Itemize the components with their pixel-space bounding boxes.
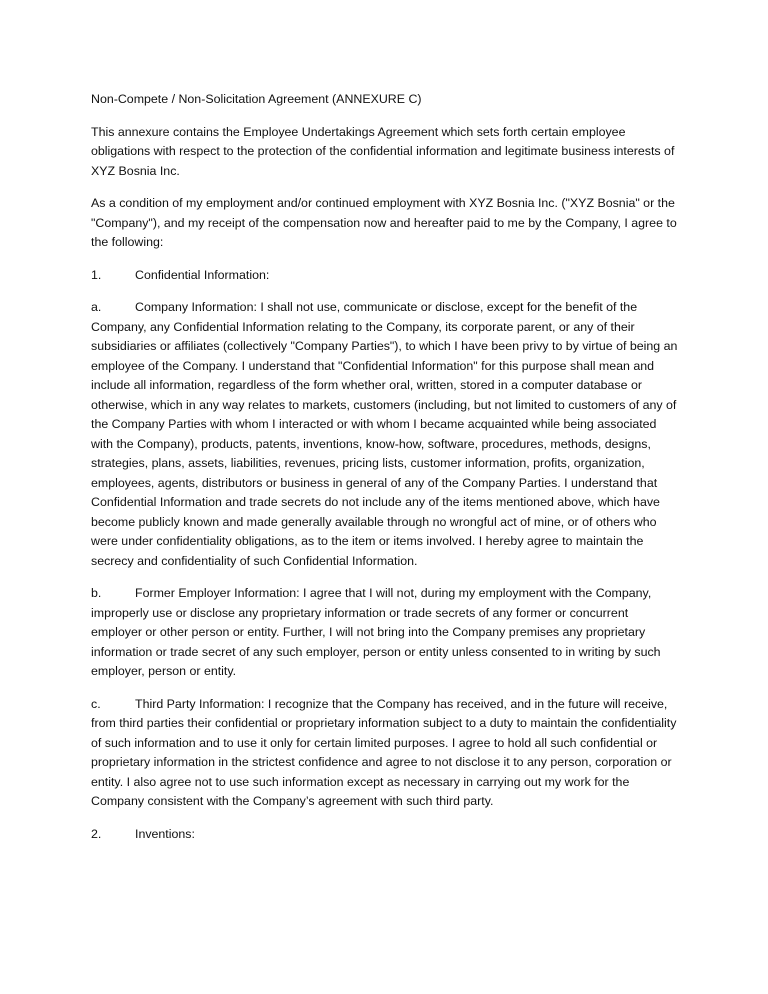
condition-paragraph: As a condition of my employment and/or continued employment with XYZ Bosnia Inc. ("XYZ Bosnia" or the "Company"), and my receipt of the compensation now and hereafter paid to me by the Company, I agree to the following: — [91, 196, 677, 249]
clause-b — [91, 584, 681, 682]
section-2-heading — [91, 825, 681, 845]
clause-a-text: Company Information: I shall not use, communicate or disclose, except for the benefit of the Company, any Confidential Information relating to the Company, its corporate parent, or any of their subsidiaries or affiliates (collectively "Company Parties"), to which I have been privy to by virtue of being an employee of the Company. I understand that "Confidential Information" for this purpose shall mean and include all information, regardless of the form whether oral, written, stored in a computer database or otherwise, which in any way relates to markets, customers (including, but not limited to customers of any of the Company Parties with whom I interacted or with whom I became acquainted while being associated with the Company), products, patents, inventions, know-how, software, procedures, methods, designs, strategies, plans, assets, liabilities, revenues, pricing lists, customer information, profits, organization, employees, agents, distributors or business in general of any of the Company Parties. I understand that Confidential Information and trade secrets do not include any of the items mentioned above, which have become publicly known and made generally available through no wrongful act of mine, or of others who were under confidentiality obligations, as to the item or items involved. I hereby agree to maintain the secrecy and confidentiality of such Confidential Information. — [91, 300, 678, 568]
clause-c-marker: c. — [91, 696, 101, 711]
clause-a-marker: a. — [91, 300, 102, 314]
section-1-number: 1. — [91, 267, 102, 282]
document-title: Non-Compete / Non-Solicitation Agreement (ANNEXURE C) — [91, 92, 422, 106]
document-page — [91, 90, 681, 857]
section-2-number: 2. — [91, 826, 102, 841]
clause-c-text: Third Party Information: I recognize that the Company has received, and in the future will receive, from third parties their confidential or proprietary information subject to a duty to maintain the confidentiality of such information and to use it only for certain limited purposes. I agree to hold all such confidential or proprietary information in the strictest confidence and agree to not disclose it to any person, corporation or entity. I also agree not to use such information except as necessary in carrying out my work for the Company consistent with the Company’s agreement with such third party. — [91, 696, 677, 808]
section-2-title: Inventions: — [135, 826, 195, 841]
clause-b-text: Former Employer Information: I agree that I will not, during my employment with the Company, improperly use or disclose any proprietary information or trade secrets of any former or concurrent employer or other person or entity. Further, I will not bring into the Company premises any proprietary information or trade secret of any such employer, person or entity unless consented to in writing by such employer, person or entity. — [91, 586, 661, 678]
clause-c — [91, 695, 681, 812]
clause-b-marker: b. — [91, 586, 102, 600]
section-1-title: Confidential Information: — [135, 267, 270, 282]
section-1-heading — [91, 266, 681, 286]
clause-a — [91, 298, 681, 571]
intro-paragraph: This annexure contains the Employee Undertakings Agreement which sets forth certain employee obligations with respect to the protection of the confidential information and legitimate business interests of XYZ Bosnia Inc. — [91, 124, 675, 178]
